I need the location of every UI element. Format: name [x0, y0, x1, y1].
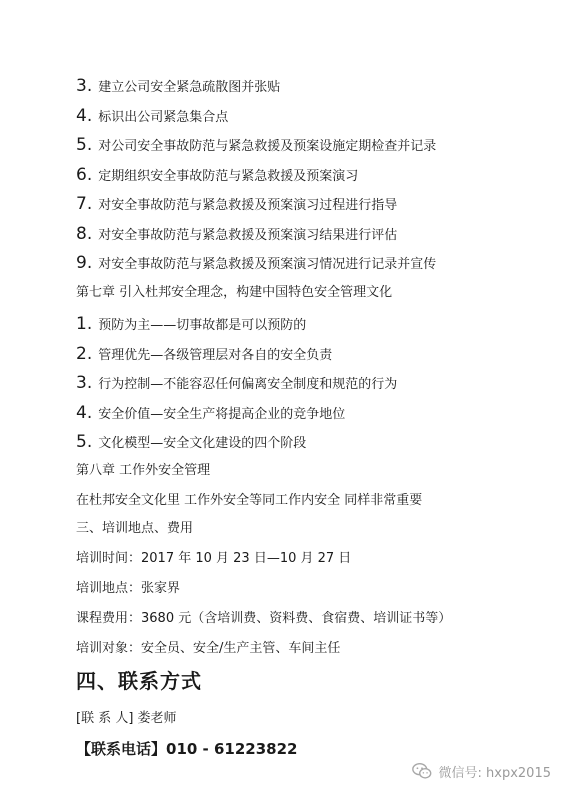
list-item [76, 106, 228, 128]
list-item-number: 3. [76, 373, 93, 393]
training-fee: 课程费用：3680 元（含培训费、资料费、食宿费、培训证书等） [76, 611, 452, 626]
list-item-text: 对公司安全事故防范与紧急救援及预案设施定期检查并记录 [98, 139, 437, 154]
list-item [76, 135, 436, 157]
list-item-number: 1. [76, 314, 93, 334]
list-item-text: 建立公司安全紧急疏散图并张贴 [98, 80, 281, 95]
list-item [76, 432, 306, 454]
section-4-heading: 四、联系方式 [76, 669, 202, 693]
list-item [76, 314, 306, 336]
list-item-text: 标识出公司紧急集合点 [98, 109, 229, 125]
list-item-text: 定期组织安全事故防范与紧急救援及预案演习 [98, 168, 359, 184]
list-item-text: 文化模型—安全文化建设的四个阶段 [98, 436, 307, 451]
list-item-text: 预防为主——切事故都是可以预防的 [98, 318, 307, 333]
list-item [76, 403, 345, 425]
list-item-number: 3. [76, 76, 93, 96]
list-item-text: 对安全事故防范与紧急救援及预案演习情况进行记录并宣传 [98, 257, 437, 272]
chapter-8-body: 在杜邦安全文化里 工作外安全等同工作内安全 同样非常重要 [76, 493, 423, 508]
contact-phone: 【联系电话】010 - 61223822 [76, 740, 298, 758]
training-time: 培训时间：2017 年 10 月 23 日—10 月 27 日 [76, 551, 352, 566]
wechat-watermark [411, 760, 551, 782]
chapter-7-heading: 第七章 引入杜邦安全理念，构建中国特色安全管理文化 [76, 285, 393, 300]
training-place: 培训地点：张家界 [76, 581, 181, 596]
list-item-number: 9. [76, 253, 93, 273]
list-item [76, 76, 280, 98]
contact-person: [联 系 人] 娄老师 [76, 711, 177, 726]
watermark-text: 微信号: hxpx2015 [438, 765, 551, 781]
list-item-text: 对安全事故防范与紧急救援及预案演习过程进行指导 [98, 198, 398, 213]
list-item [76, 165, 358, 187]
list-item-number: 2. [76, 343, 93, 364]
list-item [76, 194, 397, 216]
list-item-number: 4. [76, 402, 93, 423]
list-item-number: 8. [76, 223, 93, 244]
training-target: 培训对象：安全员、安全/生产主管、车间主任 [76, 641, 341, 656]
list-item-text: 安全价值—安全生产将提高企业的竞争地位 [98, 406, 346, 422]
list-item-number: 5. [76, 135, 93, 155]
list-item-number: 4. [76, 105, 93, 126]
chapter-8-heading: 第八章 工作外安全管理 [76, 463, 211, 478]
list-item [76, 373, 397, 395]
list-item-number: 5. [76, 432, 93, 452]
section-3-heading: 三、培训地点、费用 [76, 521, 194, 536]
list-item-text: 管理优先—各级管理层对各自的安全负责 [98, 347, 333, 363]
list-item-text: 对安全事故防范与紧急救援及预案演习结果进行评估 [98, 227, 398, 243]
list-item-text: 行为控制—不能容忍任何偏离安全制度和规范的行为 [98, 377, 398, 392]
list-item [76, 344, 332, 366]
wechat-icon [411, 760, 433, 782]
list-item-number: 6. [76, 164, 93, 185]
list-item [76, 224, 397, 246]
list-item-number: 7. [76, 194, 93, 214]
list-item [76, 253, 436, 275]
